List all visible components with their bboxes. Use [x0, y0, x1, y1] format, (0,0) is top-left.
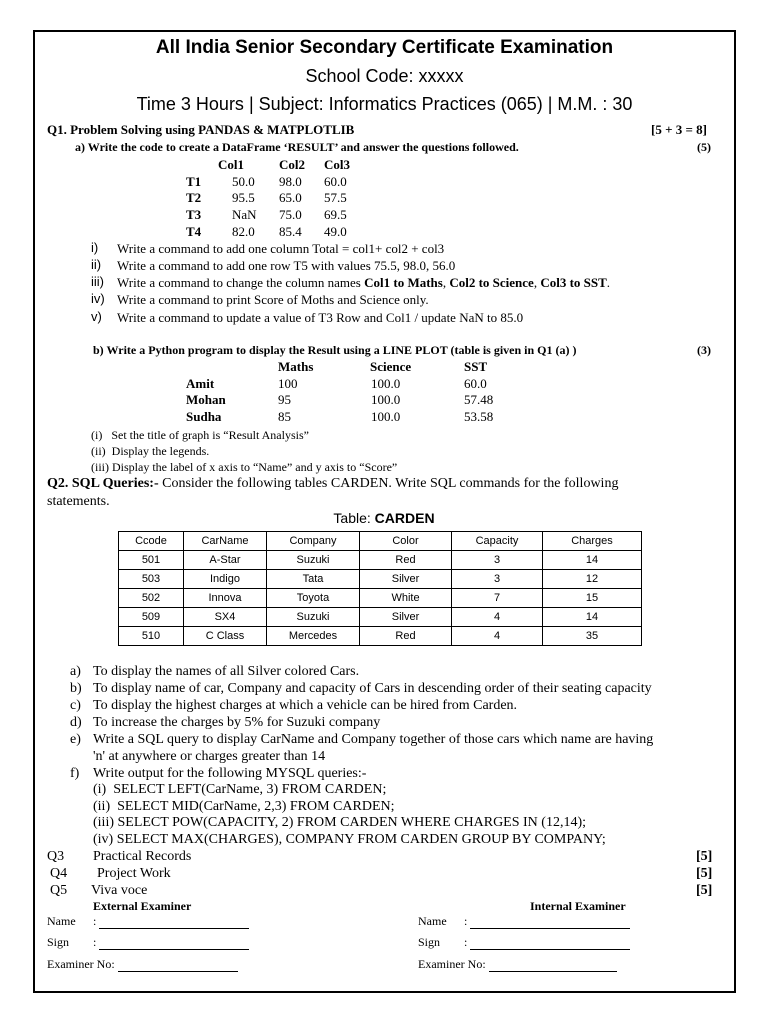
internal-sign-label: Sign — [418, 935, 441, 949]
table-a-row-label: T2 — [186, 190, 202, 205]
table-row — [119, 627, 642, 646]
question-number: i) — [91, 240, 99, 255]
table-cell: 12 — [543, 570, 642, 589]
q3-marks: [5] — [696, 849, 713, 864]
q1-title: Q1. Problem Solving using PANDAS & MATPLOTLIB — [47, 122, 355, 137]
table-a-header: Col2 — [279, 157, 305, 172]
question-text: To display name of car, Company and capacity of Cars in descending order of their seating capacity — [93, 681, 652, 696]
table-b-cell: 85 — [278, 409, 291, 424]
table-a-cell: 65.0 — [279, 190, 302, 205]
school-code: School Code: xxxxx — [305, 66, 464, 86]
internal-sign-field[interactable]: : — [464, 935, 630, 950]
sql-query: (ii) SELECT MID(CarName, 2,3) FROM CARDEN; — [93, 799, 395, 814]
column-header: Charges — [543, 532, 642, 551]
table-cell: Suzuki — [267, 551, 360, 570]
q3-text: Practical Records — [93, 849, 192, 864]
question-number: f) — [70, 766, 80, 781]
table-cell: Tata — [267, 570, 360, 589]
table-a-row-label: T1 — [186, 174, 202, 189]
column-header: CarName — [184, 532, 267, 551]
table-cell: 3 — [452, 551, 543, 570]
q5-marks: [5] — [696, 883, 713, 898]
question-text: 'n' at anywhere or charges greater than 14 — [93, 749, 326, 764]
table-cell: Silver — [360, 570, 452, 589]
q3-number: Q3 — [47, 849, 65, 864]
sql-query: (iii) SELECT POW(CAPACITY, 2) FROM CARDEN WHERE CHARGES IN (12,14); — [93, 815, 587, 830]
table-b-cell: 100.0 — [371, 376, 401, 391]
table-a-cell: 82.0 — [232, 224, 255, 239]
table-cell: 4 — [452, 608, 543, 627]
table-a-cell: 69.5 — [324, 207, 347, 222]
q4-marks: [5] — [696, 866, 713, 881]
table-b-header: SST — [464, 359, 488, 374]
table-b-header: Maths — [278, 359, 314, 374]
table-b-cell: 53.58 — [464, 409, 494, 424]
table-cell: Red — [360, 627, 452, 646]
q4-text: Project Work — [97, 866, 171, 881]
table-b-cell: 100.0 — [371, 409, 401, 424]
table-caption: Table: CARDEN — [333, 510, 435, 526]
q1-marks: [5 + 3 = 8] — [651, 122, 707, 137]
table-cell: 3 — [452, 570, 543, 589]
internal-examiner-label: Internal Examiner — [530, 899, 626, 913]
table-cell: White — [360, 589, 452, 608]
table-cell: SX4 — [184, 608, 267, 627]
q5-number: Q5 — [50, 883, 68, 898]
q1b-question: (ii) Display the legends. — [91, 444, 210, 458]
column-header: Capacity — [452, 532, 543, 551]
column-header: Color — [360, 532, 452, 551]
table-b-cell: 100.0 — [371, 392, 401, 407]
column-header: Company — [267, 532, 360, 551]
question-number: iii) — [91, 274, 104, 289]
table-b-cell: 60.0 — [464, 376, 487, 391]
q1b-question: (i) Set the title of graph is “Result Analysis” — [91, 428, 309, 442]
carden-table — [118, 531, 642, 646]
table-cell: Silver — [360, 608, 452, 627]
table-a-cell: 50.0 — [232, 174, 255, 189]
table-a-row-label: T3 — [186, 207, 202, 222]
table-a-cell: 98.0 — [279, 174, 302, 189]
table-b-row-label: Amit — [186, 376, 215, 391]
table-cell: 501 — [119, 551, 184, 570]
table-a-cell: 95.5 — [232, 190, 255, 205]
question-number: c) — [70, 698, 81, 713]
table-a-row-label: T4 — [186, 224, 202, 239]
table-b-cell: 100 — [278, 376, 298, 391]
q1b-title: b) Write a Python program to display the Result using a LINE PLOT (table is given in Q1 (a) ) — [93, 343, 577, 357]
internal-examiner-no[interactable]: Examiner No: — [418, 957, 617, 972]
table-cell: Indigo — [184, 570, 267, 589]
table-cell: Toyota — [267, 589, 360, 608]
table-cell: 35 — [543, 627, 642, 646]
table-b-row-label: Sudha — [186, 409, 222, 424]
external-examiner-no[interactable]: Examiner No: — [47, 957, 238, 972]
table-header-row — [119, 532, 642, 551]
table-a-cell: 75.0 — [279, 207, 302, 222]
sql-query: (i) SELECT LEFT(CarName, 3) FROM CARDEN; — [93, 782, 387, 797]
table-b-row-label: Mohan — [186, 392, 226, 407]
question-number: a) — [70, 664, 81, 679]
table-cell: 510 — [119, 627, 184, 646]
table-row — [119, 551, 642, 570]
external-examiner-label: External Examiner — [93, 899, 192, 913]
q1b-marks: (3) — [697, 343, 711, 357]
table-cell: 4 — [452, 627, 543, 646]
table-a-cell: 57.5 — [324, 190, 347, 205]
q1a-marks: (5) — [697, 140, 711, 154]
column-header: Ccode — [119, 532, 184, 551]
table-cell: 502 — [119, 589, 184, 608]
question-number: e) — [70, 732, 81, 747]
table-a-cell: NaN — [232, 207, 257, 222]
question-number: b) — [70, 681, 82, 696]
table-a-cell: 85.4 — [279, 224, 302, 239]
q2-intro-cont: statements. — [47, 494, 110, 509]
table-a-header: Col3 — [324, 157, 350, 172]
internal-name-label: Name — [418, 914, 447, 928]
table-row — [119, 608, 642, 627]
question-number: d) — [70, 715, 82, 730]
q1b-question: (iii) Display the label of x axis to “Name” and y axis to “Score” — [91, 460, 398, 474]
table-b-cell: 57.48 — [464, 392, 494, 407]
table-a-cell: 60.0 — [324, 174, 347, 189]
table-cell: 14 — [543, 551, 642, 570]
q5-text: Viva voce — [91, 883, 148, 898]
table-row — [119, 589, 642, 608]
external-sign-field[interactable]: : — [93, 935, 249, 950]
exam-title: All India Senior Secondary Certificate Examination — [155, 37, 614, 58]
table-b-header: Science — [370, 359, 412, 374]
question-text: Write a command to change the column names Col1 to Maths, Col2 to Science, Col3 to SST. — [117, 275, 611, 290]
table-row — [119, 570, 642, 589]
table-cell: A-Star — [184, 551, 267, 570]
table-cell: 15 — [543, 589, 642, 608]
question-text: To display the names of all Silver colored Cars. — [93, 664, 360, 679]
table-b-cell: 95 — [278, 392, 291, 407]
question-text: Write a command to add one row T5 with values 75.5, 98.0, 56.0 — [117, 258, 456, 273]
table-cell: 14 — [543, 608, 642, 627]
q4-number: Q4 — [50, 866, 68, 881]
internal-name-field[interactable]: : — [464, 914, 630, 929]
question-number: iv) — [91, 291, 105, 306]
table-cell: Mercedes — [267, 627, 360, 646]
table-cell: Red — [360, 551, 452, 570]
question-text: Write a command to update a value of T3 Row and Col1 / update NaN to 85.0 — [117, 310, 524, 325]
sql-query: (iv) SELECT MAX(CHARGES), COMPANY FROM CARDEN GROUP BY COMPANY; — [93, 832, 606, 847]
table-cell: 7 — [452, 589, 543, 608]
table-cell: 503 — [119, 570, 184, 589]
external-name-label: Name — [47, 914, 76, 928]
q1a-title: a) Write the code to create a DataFrame ‘RESULT’ and answer the questions followed. — [75, 140, 519, 154]
question-number: ii) — [91, 257, 102, 272]
question-text: Write a SQL query to display CarName and Company together of those cars which name are having — [93, 732, 654, 747]
question-text: Write a command to add one column Total = col1+ col2 + col3 — [117, 241, 445, 256]
external-name-field[interactable]: : — [93, 914, 249, 929]
question-text: Write a command to print Score of Moths and Science only. — [117, 292, 429, 307]
exam-info: Time 3 Hours | Subject: Informatics Practices (065) | M.M. : 30 — [136, 94, 633, 114]
question-text: Write output for the following MYSQL queries:- — [93, 766, 367, 781]
q2-intro: Q2. SQL Queries:- Consider the following tables CARDEN. Write SQL commands for the following — [47, 476, 619, 491]
external-sign-label: Sign — [47, 935, 70, 949]
question-text: To display the highest charges at which a vehicle can be hired from Carden. — [93, 698, 518, 713]
question-text: To increase the charges by 5% for Suzuki company — [93, 715, 381, 730]
table-cell: 509 — [119, 608, 184, 627]
question-number: v) — [91, 309, 102, 324]
table-a-cell: 49.0 — [324, 224, 347, 239]
table-cell: Innova — [184, 589, 267, 608]
table-a-header: Col1 — [218, 157, 244, 172]
table-cell: Suzuki — [267, 608, 360, 627]
table-cell: C Class — [184, 627, 267, 646]
